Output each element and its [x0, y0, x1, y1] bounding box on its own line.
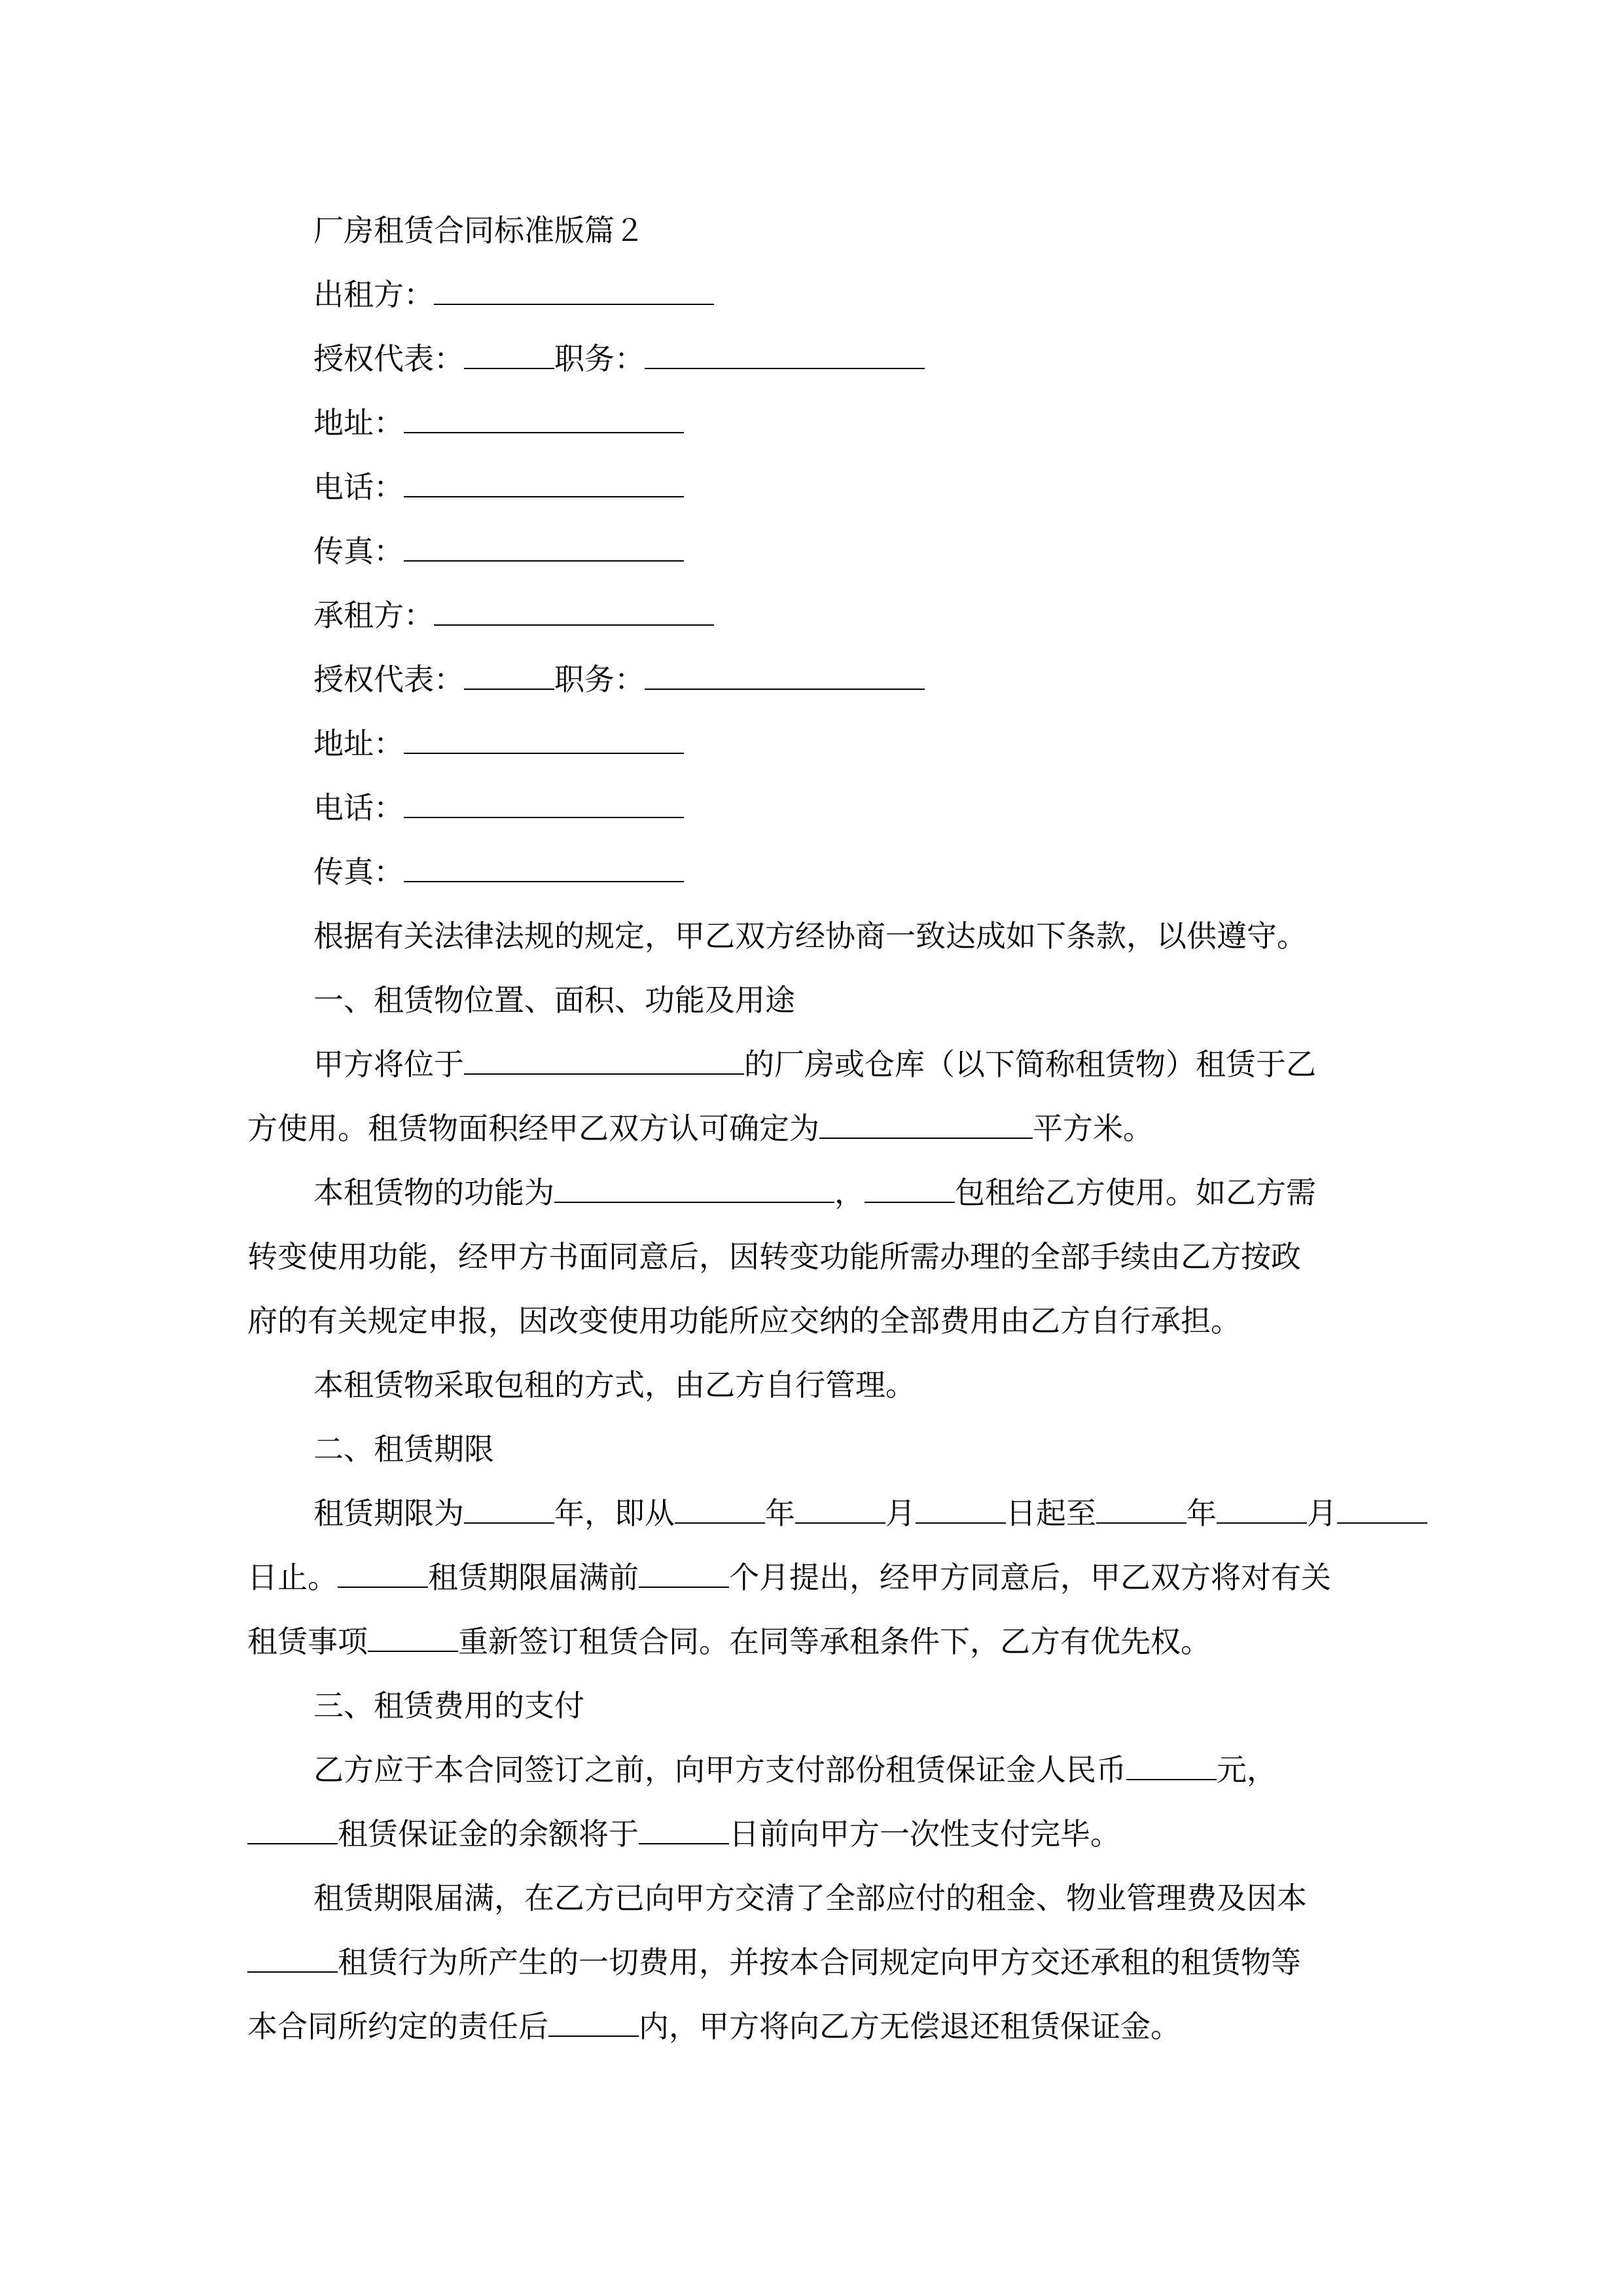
lessor-rep-blank[interactable]	[464, 339, 554, 369]
section1-p2-line3: 府的有关规定申报，因改变使用功能所应交纳的全部费用由乙方自行承担。	[247, 1303, 1241, 1338]
lessee-address-blank[interactable]	[404, 724, 684, 754]
lessor-fax-line: 传真：	[313, 531, 684, 571]
lessee-phone-blank[interactable]	[404, 788, 684, 818]
section1-heading: 一、租赁物位置、面积、功能及用途	[313, 982, 795, 1018]
renewal-party-blank[interactable]	[338, 1558, 428, 1588]
intro-paragraph: 根据有关法律法规的规定，甲乙双方经协商一致达成如下条款，以供遵守。	[313, 918, 1307, 954]
lessor-position-blank[interactable]	[645, 339, 925, 369]
lessee-blank[interactable]	[434, 596, 714, 626]
term-years-blank[interactable]	[464, 1494, 554, 1524]
end-month-blank[interactable]	[1217, 1494, 1307, 1524]
lessor-fax-blank[interactable]	[404, 531, 684, 562]
deposit-balance-blank[interactable]	[247, 1814, 338, 1844]
lease-mode-blank[interactable]	[865, 1173, 955, 1203]
section2-p1-line2: 日止。 租赁期限届满前 个月提出，经甲方同意后，甲乙双方将对有关	[247, 1558, 1331, 1597]
section3-p2-line2: 租赁行为所产生的一切费用，并按本合同规定向甲方交还承租的租赁物等	[247, 1943, 1301, 1982]
section1-p1-line1: 甲方将位于 的厂房或仓库（以下简称租赁物）租赁于乙	[313, 1045, 1316, 1084]
section3-p1-line1: 乙方应于本合同签订之前，向甲方支付部份租赁保证金人民币 元，	[313, 1750, 1277, 1789]
refund-period-blank[interactable]	[548, 2007, 639, 2037]
end-day-blank[interactable]	[1337, 1494, 1427, 1524]
lessor-phone-blank[interactable]	[404, 467, 684, 497]
section1-p1-line2: 方使用。租赁物面积经甲乙双方认可确定为 平方米。	[247, 1109, 1153, 1148]
lessee-fax-line: 传真：	[313, 852, 684, 891]
lessee-line: 承租方：	[313, 596, 714, 635]
start-year-blank[interactable]	[675, 1494, 765, 1524]
renewal-matter-blank[interactable]	[368, 1622, 458, 1652]
lessor-rep-line: 授权代表： 职务：	[313, 339, 925, 378]
lessor-address-line: 地址：	[313, 403, 684, 442]
lessee-position-blank[interactable]	[645, 660, 925, 690]
section2-p1-line1: 租赁期限为 年，即从 年 月 日起至 年 月	[313, 1494, 1427, 1533]
area-blank[interactable]	[819, 1109, 1033, 1139]
section1-p3: 本租赁物采取包租的方式，由乙方自行管理。	[313, 1367, 916, 1403]
notice-months-blank[interactable]	[639, 1558, 729, 1588]
section3-p2-line3: 本合同所约定的责任后 内，甲方将向乙方无偿退还租赁保证金。	[247, 2007, 1181, 2046]
lessee-fax-blank[interactable]	[404, 852, 684, 882]
function-blank[interactable]	[554, 1173, 834, 1203]
deposit-date-blank[interactable]	[639, 1814, 729, 1844]
section3-p1-line2: 租赁保证金的余额将于 日前向甲方一次性支付完毕。	[247, 1814, 1120, 1854]
section2-heading: 二、租赁期限	[313, 1431, 494, 1467]
section1-p2-line2: 转变使用功能，经甲方书面同意后，因转变功能所需办理的全部手续由乙方按政	[247, 1239, 1301, 1274]
end-year-blank[interactable]	[1096, 1494, 1186, 1524]
deposit-amount-blank[interactable]	[1126, 1750, 1217, 1780]
section1-p2-line1: 本租赁物的功能为 ， 包租给乙方使用。如乙方需	[313, 1173, 1316, 1212]
document-title: 厂房租赁合同标准版篇２	[313, 213, 645, 248]
lessor-blank[interactable]	[434, 275, 714, 305]
section3-heading: 三、租赁费用的支付	[313, 1688, 584, 1723]
lessee-phone-line: 电话：	[313, 788, 684, 827]
lessee-address-line: 地址：	[313, 724, 684, 763]
section2-p1-line3: 租赁事项 重新签订租赁合同。在同等承租条件下，乙方有优先权。	[247, 1622, 1211, 1661]
start-month-blank[interactable]	[795, 1494, 885, 1524]
lessor-line: 出租方：	[313, 275, 714, 314]
location-blank[interactable]	[464, 1045, 744, 1075]
lessee-rep-blank[interactable]	[464, 660, 554, 690]
lessor-address-blank[interactable]	[404, 403, 684, 433]
section3-p2-line1: 租赁期限届满，在乙方已向甲方交清了全部应付的租金、物业管理费及因本	[313, 1880, 1307, 1916]
lessor-phone-line: 电话：	[313, 467, 684, 507]
start-day-blank[interactable]	[916, 1494, 1006, 1524]
fee-scope-blank[interactable]	[247, 1943, 338, 1973]
lessee-rep-line: 授权代表： 职务：	[313, 660, 925, 699]
